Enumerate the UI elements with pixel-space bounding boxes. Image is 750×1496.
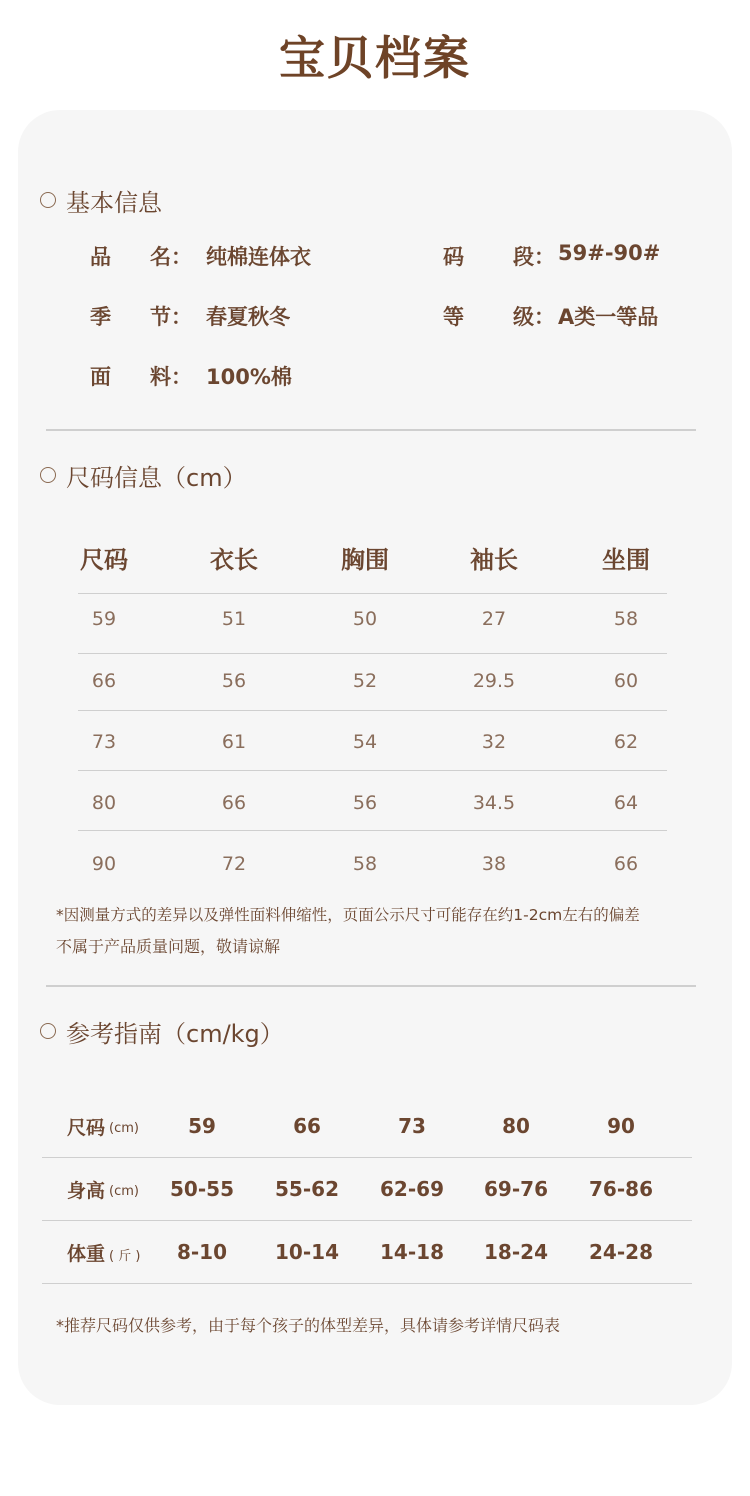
table-cell: 50-55	[170, 1177, 234, 1201]
table-cell: 69-76	[484, 1177, 548, 1201]
divider	[46, 429, 696, 431]
label-char: 料：	[150, 365, 192, 389]
grade-label	[443, 301, 555, 331]
table-row	[78, 593, 667, 653]
size-note-line: *因测量方式的差异以及弹性面料伸缩性，页面公示尺寸可能存在约1-2cm左右的偏差	[56, 906, 640, 924]
table-cell: 58	[352, 853, 378, 875]
row-label	[67, 1221, 140, 1284]
label-char: 品	[90, 245, 111, 269]
reference-note: *推荐尺码仅供参考，由于每个孩子的体型差异，具体请参考详情尺码表	[56, 1316, 561, 1335]
size-note-line: 不属于产品质量问题，敬请谅解	[56, 937, 281, 956]
size-range-label	[443, 241, 555, 271]
table-row	[78, 653, 667, 713]
header-seat: 坐围	[602, 546, 650, 574]
table-cell: 90	[91, 853, 117, 875]
table-cell: 64	[613, 792, 639, 814]
header-sleeve: 袖长	[470, 546, 518, 574]
table-cell: 50	[352, 608, 378, 630]
label-char: 段：	[513, 245, 555, 269]
label-char: 等	[443, 305, 464, 329]
table-cell: 32	[481, 731, 507, 753]
circle-bullet-icon	[40, 192, 56, 208]
size-note	[56, 900, 686, 962]
table-cell: 62-69	[380, 1177, 444, 1201]
row-label-text: 尺码	[67, 1117, 106, 1139]
label-char: 季	[90, 305, 111, 329]
table-row	[42, 1221, 692, 1284]
table-cell: 18-24	[484, 1240, 548, 1264]
label-char: 级：	[513, 305, 555, 329]
table-cell: 66	[221, 792, 247, 814]
row-label	[67, 1095, 139, 1158]
row-label-text: 身高	[67, 1180, 106, 1202]
table-cell: 72	[221, 853, 247, 875]
table-cell: 34.5	[472, 792, 516, 814]
table-cell: 66	[293, 1114, 321, 1138]
section-basic-info	[40, 183, 162, 217]
table-cell: 66	[613, 853, 639, 875]
info-row-fabric	[0, 361, 750, 391]
table-cell: 51	[221, 608, 247, 630]
table-cell: 59	[91, 608, 117, 630]
table-cell: 61	[221, 731, 247, 753]
section-reference	[40, 1014, 284, 1048]
label-char: 面	[90, 365, 111, 389]
row-label	[67, 1158, 139, 1221]
info-row-name	[0, 241, 750, 271]
table-cell: 54	[352, 731, 378, 753]
table-row	[42, 1158, 692, 1221]
table-cell: 80	[91, 792, 117, 814]
table-cell: 73	[398, 1114, 426, 1138]
reference-table	[42, 1095, 692, 1285]
table-row	[78, 770, 667, 830]
table-cell: 8-10	[176, 1240, 228, 1264]
page-title: 宝贝档案	[279, 31, 471, 85]
table-row	[78, 710, 667, 770]
table-cell: 24-28	[589, 1240, 653, 1264]
label-char: 节：	[150, 305, 192, 329]
table-row	[42, 1095, 692, 1158]
section-size-info	[40, 458, 247, 492]
table-cell: 29.5	[472, 670, 516, 692]
row-label-unit: (cm)	[109, 1183, 139, 1199]
fabric-label	[90, 361, 192, 391]
table-row	[78, 830, 667, 890]
table-cell: 38	[481, 853, 507, 875]
table-cell: 59	[188, 1114, 216, 1138]
row-label-unit: ( 斤 )	[109, 1248, 141, 1264]
table-cell: 60	[613, 670, 639, 692]
table-cell: 55-62	[275, 1177, 339, 1201]
circle-bullet-icon	[40, 1023, 56, 1039]
label-char: 码	[443, 245, 464, 269]
table-cell: 52	[352, 670, 378, 692]
fabric-value: 100%棉	[206, 365, 292, 389]
circle-bullet-icon	[40, 467, 56, 483]
header-size: 尺码	[80, 546, 128, 574]
section-title: 参考指南（cm/kg）	[66, 1019, 284, 1048]
info-row-season	[0, 301, 750, 331]
section-title: 尺码信息（cm）	[66, 463, 247, 492]
season-value: 春夏秋冬	[206, 305, 290, 329]
table-cell: 73	[91, 731, 117, 753]
table-cell: 62	[613, 731, 639, 753]
section-title: 基本信息	[66, 188, 162, 217]
table-cell: 56	[221, 670, 247, 692]
size-range-value: 59#-90#	[558, 241, 661, 265]
table-cell: 14-18	[380, 1240, 444, 1264]
label-char: 名：	[150, 245, 192, 269]
size-table	[78, 540, 667, 900]
table-cell: 76-86	[589, 1177, 653, 1201]
table-cell: 58	[613, 608, 639, 630]
row-label-text: 体重	[67, 1243, 106, 1265]
table-cell: 27	[481, 608, 507, 630]
product-name-label	[90, 241, 192, 271]
row-label-unit: (cm)	[109, 1120, 139, 1136]
table-cell: 80	[502, 1114, 530, 1138]
header-length: 衣长	[210, 546, 258, 574]
grade-value: A类一等品	[558, 305, 659, 329]
table-cell: 10-14	[275, 1240, 339, 1264]
header-chest: 胸围	[341, 546, 389, 574]
table-cell: 90	[607, 1114, 635, 1138]
table-cell: 66	[91, 670, 117, 692]
divider	[46, 985, 696, 987]
table-cell: 56	[352, 792, 378, 814]
size-table-header	[78, 540, 667, 600]
product-name-value: 纯棉连体衣	[206, 245, 311, 269]
season-label	[90, 301, 192, 331]
